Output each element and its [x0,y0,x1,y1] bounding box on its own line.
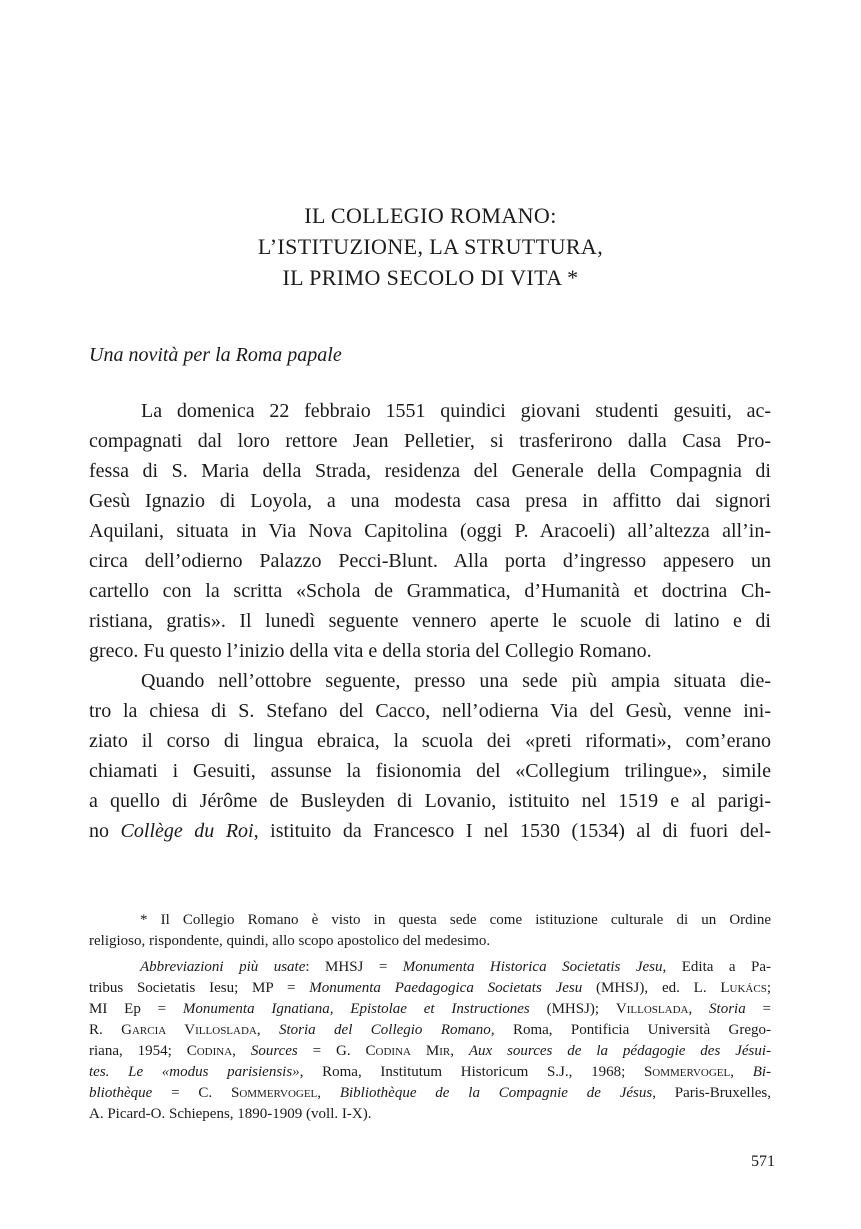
body-line: a quello di Jérôme de Busleyden di Lovanio, istituito nel 1519 e al parigi- [89,790,771,812]
footnote-line [89,1062,771,1082]
italic-title: Monumenta Ignatiana, Epistolae et Instructiones [182,1001,530,1017]
body-line [89,818,771,844]
text-run: , istituito da Francesco I nel 1530 (1534) al di fuori del- [253,820,772,842]
body-line: tro la chiesa di S. Stefano del Cacco, nell’odierna Via del Gesù, venne ini- [89,700,771,722]
text-run: , Paris-Bruxelles, [652,1085,771,1101]
title-line-2: L’ISTITUZIONE, LA STRUTTURA, [257,234,604,259]
text-run: (MHSJ); [529,1001,616,1017]
italic-title: Storia del Collegio Romano [279,1022,491,1038]
author-name: Sommervogel [230,1085,318,1101]
footnote-line [140,957,771,977]
italic-title: bliothèque [89,1085,153,1101]
body-line: ziato il corso di lingua ebraica, la scuola dei «preti riformati», com’erano [89,730,771,752]
page-number: 571 [751,1153,775,1170]
text-run: = G. [297,1043,366,1059]
footnote-line: religioso, rispondente, quindi, allo scopo apostolico del medesimo. [89,933,491,949]
author-name: Lukács [720,980,767,996]
text-run: : MHSJ = [305,959,403,975]
footnote-line [89,999,771,1019]
text-run: , Roma, Pontificia Università Grego- [490,1022,771,1038]
italic-title: Bi- [752,1064,772,1080]
body-line: compagnati dal loro rettore Jean Pelletier, si trasferirono dalla Casa Pro- [89,430,771,452]
text-run: , [317,1085,340,1101]
author-name: Villoslada [615,1001,689,1017]
text-run: , Edita a Pa- [662,959,772,975]
body-line: fessa di S. Maria della Strada, residenza del Generale della Compagnia di [89,460,771,482]
italic-title: Aux sources de la pédagogie des Jésui- [468,1043,772,1059]
title-line-3: IL PRIMO SECOLO DI VITA * [282,265,579,290]
text-run: , [688,1001,710,1017]
body-line: chiamati i Gesuiti, assunse la fisionomia del «Collegium trilingue», simile [89,760,771,782]
text-run: no [89,820,121,842]
body-line: cartello con la scritta «Schola de Grammatica, d’Humanità et doctrina Ch- [89,580,771,602]
text-run: = C. [152,1085,231,1101]
text-run: tribus Societatis Iesu; MP = [89,980,310,996]
text-run: = [745,1001,771,1017]
author-name: Sommervogel [643,1064,731,1080]
chapter-title [0,200,861,293]
footnote-line [89,1020,771,1040]
body-line: ristiana, gratis». Il lunedì seguente vennero aperte le scuole di latino e di [89,610,771,632]
body-line: greco. Fu questo l’inizio della vita e della storia del Collegio Romano. [89,640,652,662]
text-run: ; [766,980,771,996]
author-name: Codina [186,1043,233,1059]
footnote-line [89,978,771,998]
italic-title: Sources [250,1043,298,1059]
footnote-line [89,1041,771,1061]
author-name: Codina Mir [365,1043,451,1059]
text-run: riana, 1954; [89,1043,187,1059]
italic-title: Monumenta Paedagogica Societats Jesu [309,980,583,996]
footnote-line: A. Picard-O. Schiepens, 1890-1909 (voll. I-X). [89,1106,372,1122]
footnote-line: * Il Collegio Romano è visto in questa sede come istituzione culturale di un Ordine [140,912,771,928]
body-line: Gesù Ignazio di Loyola, a una modesta casa presa in affitto dai signori [89,490,771,512]
italic-title: Bibliothèque de la Compagnie de Jésus [339,1085,653,1101]
italic-title: Monumenta Historica Societatis Jesu [402,959,663,975]
footnote-line [89,1083,771,1103]
text-run: , [256,1022,279,1038]
body-line: circa dell’odierno Palazzo Pecci-Blunt. Alla porta d’ingresso appesero un [89,550,771,572]
body-line: Quando nell’ottobre seguente, presso una sede più ampia situata die- [141,670,771,692]
text-run: , [730,1064,753,1080]
text-run: , [232,1043,251,1059]
text-run: (MHSJ), ed. L. [582,980,721,996]
text-run: R. [89,1022,122,1038]
title-line-1: IL COLLEGIO ROMANO: [304,203,557,228]
abbr-label: Abbreviazioni più usate [140,959,306,975]
italic-title: tes. Le «modus parisiensis» [89,1064,300,1080]
body-line: La domenica 22 febbraio 1551 quindici giovani studenti gesuiti, ac- [141,400,771,422]
text-run: , [450,1043,469,1059]
italic-title: Storia [709,1001,746,1017]
text-run: MI Ep = [89,1001,183,1017]
body-line: Aquilani, situata in Via Nova Capitolina (oggi P. Aracoeli) all’altezza all’in- [89,520,771,542]
italic-title: Collège du Roi [120,820,254,842]
section-heading: Una novità per la Roma papale [89,344,342,366]
text-run: , Roma, Institutum Historicum S.J., 1968; [299,1064,644,1080]
author-name: Garcia Villoslada [121,1022,257,1038]
